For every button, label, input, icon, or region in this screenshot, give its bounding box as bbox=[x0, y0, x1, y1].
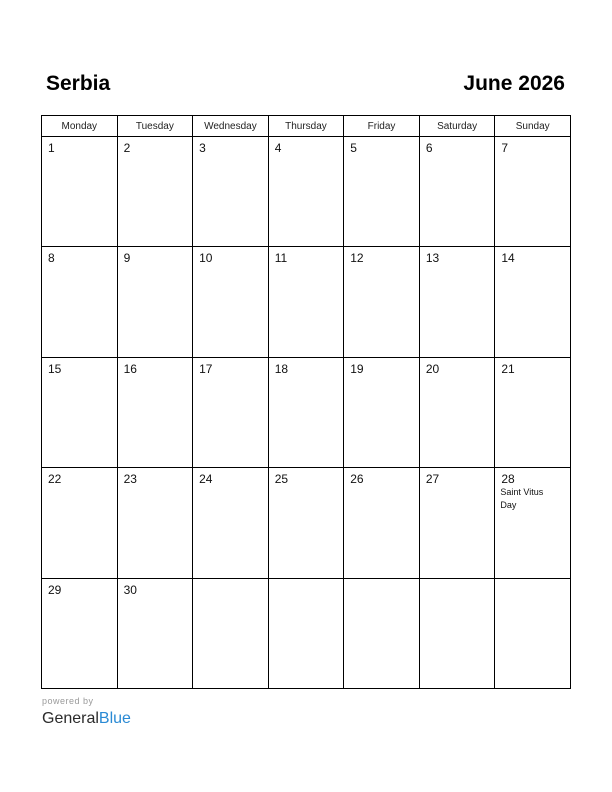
week-row-2 bbox=[42, 247, 571, 357]
day-cell bbox=[419, 468, 495, 578]
day-cell bbox=[495, 468, 571, 578]
weekday-thursday: Thursday bbox=[268, 116, 344, 137]
day-cell bbox=[193, 137, 269, 247]
day-cell bbox=[495, 578, 571, 688]
day-cell bbox=[344, 137, 420, 247]
day-cell bbox=[268, 357, 344, 467]
day-number: 26 bbox=[350, 472, 364, 487]
day-number bbox=[193, 579, 268, 583]
day-number: 22 bbox=[48, 472, 62, 487]
day-cell bbox=[344, 578, 420, 688]
day-cell bbox=[42, 468, 118, 578]
day-number: 2 bbox=[123, 141, 131, 155]
day-number bbox=[495, 579, 570, 583]
day-cell bbox=[193, 468, 269, 578]
weekday-header-row bbox=[42, 116, 571, 137]
day-cell bbox=[419, 578, 495, 688]
country-title: Serbia bbox=[46, 72, 111, 95]
day-cell bbox=[117, 357, 193, 467]
day-number: 4 bbox=[274, 141, 282, 155]
day-cell bbox=[117, 468, 193, 578]
day-number: 18 bbox=[274, 361, 289, 376]
day-number: 3 bbox=[199, 141, 206, 155]
day-number: 30 bbox=[123, 582, 137, 597]
day-cell bbox=[419, 137, 495, 247]
logo-general-text: General bbox=[42, 710, 99, 727]
day-number bbox=[269, 579, 344, 583]
day-number: 8 bbox=[48, 251, 55, 266]
week-row-3 bbox=[42, 357, 571, 467]
day-number: 7 bbox=[501, 141, 509, 155]
day-cell bbox=[193, 357, 269, 467]
day-cell bbox=[495, 357, 571, 467]
day-number bbox=[420, 579, 495, 583]
weekday-friday: Friday bbox=[344, 116, 420, 137]
day-number: 13 bbox=[425, 251, 440, 266]
day-cell bbox=[268, 247, 344, 357]
day-cell bbox=[495, 247, 571, 357]
day-number: 6 bbox=[425, 141, 433, 155]
day-cell bbox=[419, 357, 495, 467]
day-cell bbox=[193, 247, 269, 357]
holiday-label: Saint Vitus Day bbox=[500, 487, 544, 511]
day-number: 9 bbox=[123, 251, 131, 266]
weekday-wednesday: Wednesday bbox=[193, 116, 269, 137]
week-row-5 bbox=[42, 578, 571, 688]
day-number: 20 bbox=[425, 361, 440, 376]
day-number: 16 bbox=[123, 361, 137, 376]
day-cell bbox=[495, 137, 571, 247]
day-cell bbox=[117, 247, 193, 357]
day-cell bbox=[42, 578, 118, 688]
day-number: 19 bbox=[350, 361, 364, 376]
day-cell bbox=[117, 578, 193, 688]
day-cell bbox=[344, 247, 420, 357]
day-number: 24 bbox=[199, 472, 213, 487]
day-number: 12 bbox=[350, 251, 364, 266]
day-number bbox=[344, 579, 419, 583]
week-row-1 bbox=[42, 137, 571, 247]
day-number: 23 bbox=[123, 472, 137, 487]
day-number: 21 bbox=[501, 361, 515, 376]
day-cell bbox=[42, 247, 118, 357]
logo-blue-text: Blue bbox=[98, 710, 131, 727]
weekday-saturday: Saturday bbox=[419, 116, 495, 137]
month-title: June 2026 bbox=[463, 72, 565, 95]
day-cell bbox=[268, 468, 344, 578]
powered-by-text: powered by bbox=[42, 696, 94, 706]
calendar-grid bbox=[41, 115, 571, 689]
weekday-monday: Monday bbox=[42, 116, 118, 137]
day-cell bbox=[193, 578, 269, 688]
day-cell bbox=[268, 137, 344, 247]
day-number: 17 bbox=[199, 361, 213, 376]
day-number: 28 bbox=[501, 472, 515, 487]
day-cell bbox=[42, 137, 118, 247]
day-number: 25 bbox=[274, 472, 289, 487]
day-number: 15 bbox=[48, 361, 62, 376]
day-number: 27 bbox=[425, 472, 440, 487]
day-number: 5 bbox=[350, 141, 357, 155]
day-cell bbox=[419, 247, 495, 357]
day-number: 11 bbox=[274, 251, 288, 266]
day-number: 10 bbox=[199, 251, 213, 266]
day-number: 14 bbox=[501, 251, 515, 266]
footer-branding bbox=[42, 696, 131, 729]
day-cell bbox=[42, 357, 118, 467]
day-cell bbox=[117, 137, 193, 247]
generalblue-logo[interactable] bbox=[42, 709, 131, 729]
day-cell bbox=[344, 357, 420, 467]
weekday-sunday: Sunday bbox=[495, 116, 571, 137]
week-row-4 bbox=[42, 468, 571, 578]
day-number: 29 bbox=[48, 582, 62, 597]
weekday-tuesday: Tuesday bbox=[117, 116, 193, 137]
day-cell bbox=[344, 468, 420, 578]
day-cell bbox=[268, 578, 344, 688]
day-number: 1 bbox=[48, 141, 55, 155]
